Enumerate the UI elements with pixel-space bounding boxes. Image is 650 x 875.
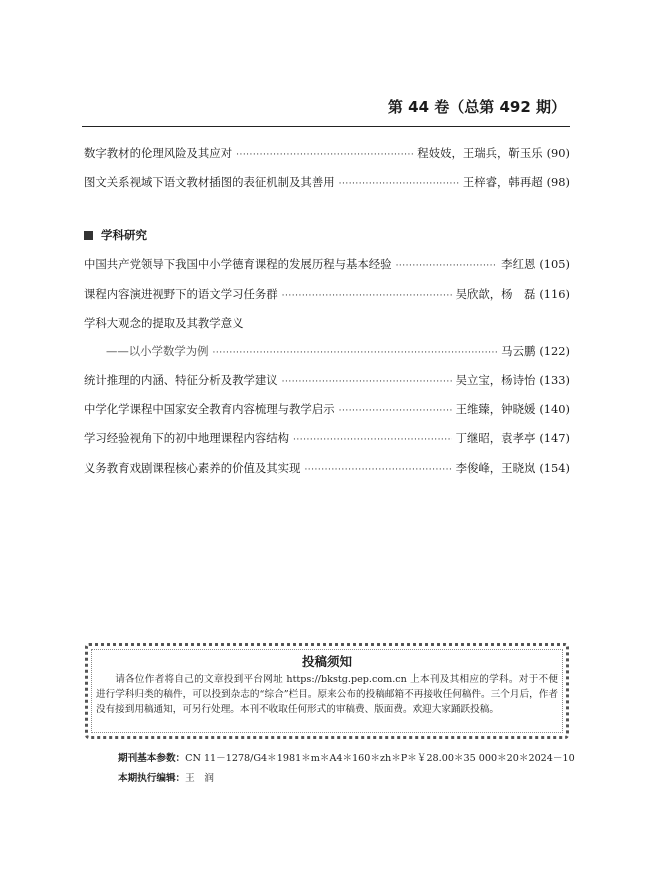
toc-leader — [339, 403, 452, 419]
toc-leader — [236, 147, 413, 163]
toc-page: (133) — [539, 373, 570, 387]
toc-page: (116) — [539, 287, 570, 301]
params-value: CN 11－1278/G4＊1981＊m＊A4＊160＊zh＊P＊￥28.00＊35 000＊20＊2024－10 — [185, 753, 575, 764]
toc-page: (98) — [546, 175, 570, 189]
toc-leader — [293, 432, 452, 448]
toc-entry[interactable] — [84, 460, 570, 478]
params-label: 期刊基本参数： — [118, 753, 186, 764]
section-title: 学科研究 — [101, 228, 147, 242]
toc-page: (154) — [539, 461, 570, 475]
journal-params — [118, 750, 575, 764]
toc-leader — [396, 258, 498, 274]
toc-title: 义务教育戏剧课程核心素养的价值及其实现 — [84, 461, 301, 475]
toc-entry[interactable] — [84, 174, 570, 192]
toc-entry[interactable] — [84, 372, 570, 390]
toc-page: (90) — [546, 146, 570, 160]
toc-leader — [282, 374, 452, 390]
toc-authors: 王维臻，钟晓媛 — [455, 402, 536, 416]
toc-page: (105) — [539, 257, 570, 271]
toc-entry[interactable] — [84, 430, 570, 448]
toc-authors: 吴立宝，杨诗怡 — [455, 373, 536, 387]
toc-authors: 马云鹏 — [501, 344, 536, 358]
toc-subtitle: ——以小学数学为例 — [106, 344, 209, 358]
editor-label: 本期执行编辑： — [118, 773, 186, 784]
toc-entry[interactable] — [84, 401, 570, 419]
volume-title: 第 44 卷（总第 492 期） — [387, 98, 566, 116]
toc-authors: 李红恩 — [501, 257, 536, 271]
toc-entry[interactable] — [84, 286, 570, 304]
submission-notice-box — [85, 643, 569, 739]
toc-entry-title-only[interactable]: 学科大观念的提取及其教学意义 — [84, 316, 244, 330]
toc-leader — [339, 176, 459, 192]
toc-authors: 王梓睿，韩再超 — [462, 175, 543, 189]
toc-title: 学习经验视角下的初中地理课程内容结构 — [84, 431, 290, 445]
section-heading — [84, 227, 147, 243]
toc-entry[interactable] — [84, 343, 570, 361]
header-rule — [82, 126, 570, 127]
toc-title: 统计推理的内涵、特征分析及教学建议 — [84, 373, 278, 387]
toc-authors: 吴欣歆，杨 磊 — [455, 287, 536, 301]
square-bullet-icon — [84, 231, 93, 240]
toc-entry[interactable] — [84, 256, 570, 274]
toc-leader — [304, 462, 451, 478]
toc-title: 课程内容演进视野下的语文学习任务群 — [84, 287, 278, 301]
toc-leader — [213, 345, 498, 361]
toc-title: 中国共产党领导下我国中小学德育课程的发展历程与基本经验 — [84, 257, 392, 271]
toc-entry[interactable] — [84, 145, 570, 163]
toc-authors: 李俊峰，王晓岚 — [455, 461, 536, 475]
notice-body: 请各位作者将自己的文章投到平台网址 https://bkstg.pep.com.cn 上本刊及其相应的学科。对于不便进行学科归类的稿件，可以投到杂志的“综合”栏目。原来公布的投稿邮箱不再接收任何稿件。三个月后，作者没有接到用稿通知，可另行处理。本刊不收取任何形式的审稿费、版面费。欢迎大家踊跃投稿。 — [96, 674, 558, 715]
toc-page: (140) — [539, 402, 570, 416]
notice-title: 投稿须知 — [301, 654, 352, 669]
toc-title: 数字教材的伦理风险及其应对 — [84, 146, 233, 160]
toc-title: 中学化学课程中国家安全教育内容梳理与教学启示 — [84, 402, 335, 416]
executive-editor — [118, 770, 214, 784]
toc-page: (122) — [539, 344, 570, 358]
toc-authors: 丁继昭，袁孝亭 — [455, 431, 536, 445]
editor-value: 王 润 — [185, 773, 214, 784]
toc-authors: 程妓妓，王瑞兵，靳玉乐 — [417, 146, 543, 160]
toc-leader — [282, 288, 452, 304]
toc-page: (147) — [539, 431, 570, 445]
toc-title: 图文关系视域下语文教材插图的表征机制及其善用 — [84, 175, 335, 189]
